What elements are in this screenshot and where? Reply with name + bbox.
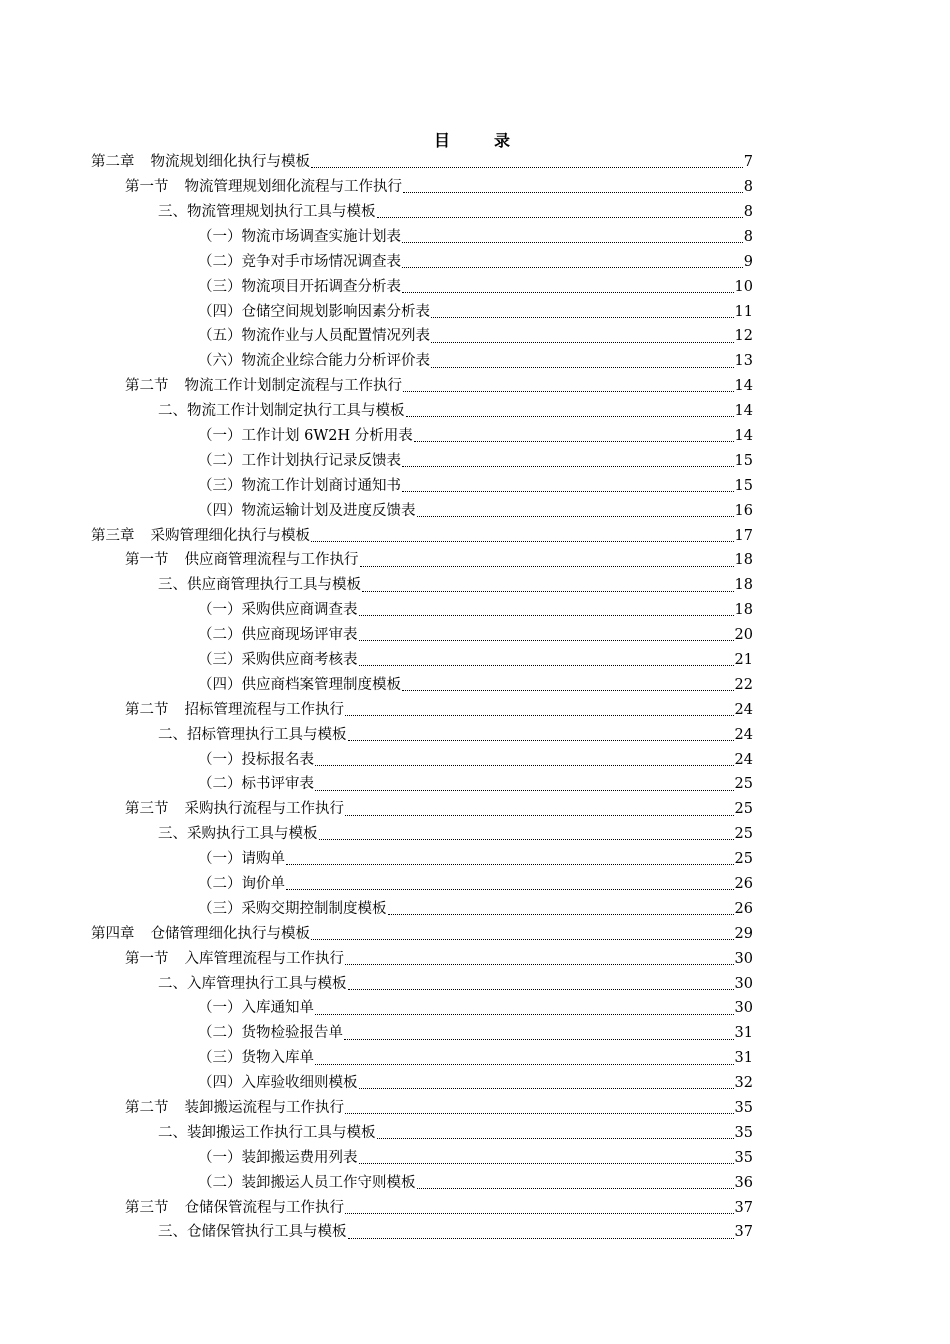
toc-page-number: 37: [734, 1199, 753, 1216]
toc-dot-leader: [359, 1162, 734, 1164]
toc-entry-label: [198, 1026, 343, 1041]
toc-page-number: 11: [734, 303, 753, 320]
toc-entry-label: [158, 205, 376, 220]
toc-entry-text: （六）物流企业综合能力分析评价表: [198, 353, 430, 370]
toc-dot-leader: [345, 714, 734, 716]
toc-entry[interactable]: [125, 1195, 753, 1220]
toc-entry[interactable]: [158, 200, 753, 225]
toc-entry-label: [198, 230, 401, 245]
toc-entry-label: [158, 977, 347, 992]
toc-page-number: 37: [734, 1224, 753, 1241]
toc-entry-text: （二）标书评审表: [198, 776, 314, 793]
toc-entry-text: 供应商管理流程与工作执行: [184, 552, 359, 569]
toc-page-number: 24: [734, 751, 753, 768]
toc-entry-text: 物流管理规划细化流程与工作执行: [184, 179, 402, 196]
toc-entry-label: [198, 1151, 358, 1166]
toc-dot-leader: [417, 1187, 734, 1189]
toc-entry-text: （三）物流项目开拓调查分析表: [198, 278, 401, 295]
toc-dot-leader: [359, 614, 734, 616]
toc-entry-number: 第二节: [125, 701, 169, 718]
toc-page-number: 35: [734, 1149, 753, 1166]
toc-entry-label: [198, 753, 314, 768]
toc-entry-label: [198, 305, 430, 320]
toc-entry[interactable]: [198, 648, 753, 673]
toc-entry[interactable]: [158, 722, 753, 747]
toc-entry-number: 第三节: [125, 801, 169, 818]
toc-page-number: 16: [734, 502, 753, 519]
toc-entry-text: 采购管理细化执行与模板: [150, 527, 310, 544]
toc-entry[interactable]: [198, 299, 753, 324]
toc-page-number: 24: [734, 726, 753, 743]
toc-dot-leader: [315, 1013, 734, 1015]
toc-dot-leader: [403, 390, 734, 392]
toc-entry[interactable]: [198, 772, 753, 797]
toc-entry-label: [125, 379, 402, 394]
toc-page-number: 18: [734, 577, 753, 594]
toc-entry-label: [198, 678, 401, 693]
toc-entry-label: [198, 628, 358, 643]
toc-dot-leader: [311, 166, 743, 168]
toc-dot-leader: [403, 191, 743, 193]
toc-entry[interactable]: [198, 1171, 753, 1196]
toc-entry-label: [198, 429, 413, 444]
toc-dot-leader: [406, 415, 734, 417]
toc-page-number: 22: [734, 676, 753, 693]
toc-entry-label: [158, 1126, 376, 1141]
toc-page-number: 8: [743, 203, 753, 220]
toc-entry[interactable]: [198, 274, 753, 299]
toc-dot-leader: [345, 1112, 734, 1114]
toc-entry-number: 第一节: [125, 950, 169, 967]
toc-entry-label: [198, 280, 401, 295]
toc-dot-leader: [402, 291, 734, 293]
toc-entry-label: [198, 1076, 358, 1091]
toc-entry[interactable]: [125, 947, 753, 972]
toc-entry-text: （一）采购供应商调查表: [198, 602, 358, 619]
toc-page-number: 26: [734, 900, 753, 917]
toc-page-number: 30: [734, 975, 753, 992]
toc-entry[interactable]: [125, 797, 753, 822]
toc-entry-number: 第三节: [125, 1199, 169, 1216]
toc-entry-text: 物流工作计划制定流程与工作执行: [184, 378, 402, 395]
toc-page-number: 15: [734, 477, 753, 494]
toc-page-number: 29: [734, 925, 753, 942]
toc-entry-label: [158, 1225, 347, 1240]
toc-entry[interactable]: [198, 897, 753, 922]
toc-entry-number: 第一节: [125, 179, 169, 196]
toc-entry[interactable]: [198, 673, 753, 698]
toc-entry-label: [125, 180, 402, 195]
toc-entry[interactable]: [198, 349, 753, 374]
toc-entry-text: 二、招标管理执行工具与模板: [158, 726, 347, 743]
toc-dot-leader: [319, 838, 734, 840]
toc-dot-leader: [362, 590, 734, 592]
toc-page-number: 36: [734, 1174, 753, 1191]
toc-entry-text: （二）装卸搬运人员工作守则模板: [198, 1174, 416, 1191]
toc-entry-label: [158, 728, 347, 743]
toc-page-number: 10: [734, 278, 753, 295]
toc-entry-number: 第四章: [91, 925, 135, 942]
toc-dot-leader: [402, 465, 734, 467]
toc-entry-label: [198, 1001, 314, 1016]
toc-entry[interactable]: [158, 822, 753, 847]
toc-page-number: 15: [734, 452, 753, 469]
toc-entry-label: [198, 479, 401, 494]
toc-entry[interactable]: [198, 1146, 753, 1171]
toc-dot-leader: [359, 639, 734, 641]
toc-entry-label: [198, 603, 358, 618]
toc-entry[interactable]: [91, 150, 753, 175]
toc-entry[interactable]: [91, 523, 753, 548]
toc-entry[interactable]: [198, 474, 753, 499]
toc-entry-text: （三）货物入库单: [198, 1050, 314, 1067]
toc-page-number: 30: [734, 1000, 753, 1017]
toc-entry[interactable]: [125, 698, 753, 723]
toc-entry-text: （四）供应商档案管理制度模板: [198, 676, 401, 693]
toc-entry-text: 入库管理流程与工作执行: [184, 950, 344, 967]
toc-entry-text: （四）仓储空间规划影响因素分析表: [198, 303, 430, 320]
toc-entry-number: 第三章: [91, 527, 135, 544]
toc-dot-leader: [377, 1137, 734, 1139]
toc-entry-number: 第二节: [125, 378, 169, 395]
toc-entry-label: [198, 504, 416, 519]
toc-page-number: 24: [734, 701, 753, 718]
toc-entry-label: [198, 877, 285, 892]
toc-page-number: 8: [743, 179, 753, 196]
toc-entry-text: 招标管理流程与工作执行: [184, 701, 344, 718]
toc-entry-label: [158, 578, 361, 593]
toc-entry-number: 第二节: [125, 1100, 169, 1117]
toc-entry-text: 仓储管理细化执行与模板: [150, 925, 310, 942]
toc-entry-text: 二、物流工作计划制定执行工具与模板: [158, 403, 405, 420]
toc-entry-number: 第二章: [91, 154, 135, 171]
toc-entry-text: 三、供应商管理执行工具与模板: [158, 577, 361, 594]
toc-entry[interactable]: [198, 598, 753, 623]
toc-entry-label: [125, 952, 344, 967]
toc-dot-leader: [431, 366, 734, 368]
toc-entry[interactable]: [198, 623, 753, 648]
toc-entry[interactable]: [198, 1046, 753, 1071]
toc-entry-label: [158, 827, 318, 842]
toc-page-number: 13: [734, 353, 753, 370]
toc-entry-text: （二）货物检验报告单: [198, 1025, 343, 1042]
toc-dot-leader: [402, 689, 734, 691]
toc-entry-text: 装卸搬运流程与工作执行: [184, 1100, 344, 1117]
toc-entry-text: 二、入库管理执行工具与模板: [158, 975, 347, 992]
toc-entry[interactable]: [198, 250, 753, 275]
toc-entry-text: （三）物流工作计划商讨通知书: [198, 477, 401, 494]
toc-dot-leader: [402, 241, 743, 243]
toc-dot-leader: [344, 1038, 734, 1040]
toc-page-number: 32: [734, 1075, 753, 1092]
toc-entry-text: （二）竞争对手市场情况调查表: [198, 253, 401, 270]
toc-entry-label: [91, 155, 310, 170]
toc-dot-leader: [414, 440, 734, 442]
toc-entry-label: [198, 1176, 416, 1191]
toc-dot-leader: [388, 913, 734, 915]
toc-entry[interactable]: [198, 225, 753, 250]
toc-entry[interactable]: [198, 872, 753, 897]
toc-page-number: 18: [734, 602, 753, 619]
toc-page-number: 21: [734, 652, 753, 668]
toc-entry-text: 二、装卸搬运工作执行工具与模板: [158, 1124, 376, 1141]
toc-entry[interactable]: [158, 1220, 753, 1245]
toc-dot-leader: [286, 888, 734, 890]
toc-entry-label: [198, 329, 430, 344]
toc-dot-leader: [417, 515, 734, 517]
toc-entry-text: （二）询价单: [198, 876, 285, 893]
toc-dot-leader: [360, 565, 734, 567]
toc-dot-leader: [315, 1063, 734, 1065]
toc-entry-label: [125, 1201, 344, 1216]
toc-dot-leader: [348, 988, 734, 990]
toc-page-number: 14: [734, 403, 753, 420]
toc-page-number: 25: [734, 776, 753, 793]
toc-page-number: 18: [734, 552, 753, 569]
toc-entry-label: [91, 529, 310, 544]
toc-page-number: 12: [734, 328, 753, 345]
toc-page-number: 7: [743, 154, 753, 171]
toc-dot-leader: [315, 789, 734, 791]
toc-entry-text: （三）采购交期控制制度模板: [198, 900, 387, 917]
toc-entry-label: [125, 553, 359, 568]
toc-title: 目 录: [433, 131, 524, 150]
toc-entry-label: [125, 1101, 344, 1116]
toc-entry[interactable]: [158, 399, 753, 424]
toc-entry[interactable]: [198, 996, 753, 1021]
toc-page-number: 25: [734, 801, 753, 818]
toc-entry-text: 仓储保管流程与工作执行: [184, 1199, 344, 1216]
toc-entry-label: [198, 1051, 314, 1066]
toc-entry-label: [198, 255, 401, 270]
toc-entry-text: （三）采购供应商考核表: [198, 652, 358, 668]
toc-entry-label: [198, 454, 401, 469]
toc-page-number: 30: [734, 950, 753, 967]
toc-entry-label: [198, 354, 430, 369]
toc-entry-text: （二）工作计划执行记录反馈表: [198, 452, 401, 469]
toc-entry-label: [125, 703, 344, 718]
toc-page-number: 35: [734, 1124, 753, 1141]
toc-dot-leader: [359, 1087, 734, 1089]
toc-entry-text: （四）入库验收细则模板: [198, 1075, 358, 1092]
table-of-contents: [0, 150, 950, 1245]
toc-entry-text: （一）投标报名表: [198, 751, 314, 768]
toc-entry-label: [91, 927, 310, 942]
toc-page-number: 14: [734, 378, 753, 395]
toc-dot-leader: [348, 739, 734, 741]
toc-entry[interactable]: [125, 175, 753, 200]
toc-entry-text: （一）装卸搬运费用列表: [198, 1149, 358, 1166]
toc-entry[interactable]: [198, 1071, 753, 1096]
toc-dot-leader: [311, 540, 734, 542]
toc-dot-leader: [345, 963, 734, 965]
toc-page-number: 20: [734, 627, 753, 644]
toc-page-number: 31: [734, 1025, 753, 1042]
toc-page-number: 17: [734, 527, 753, 544]
toc-entry[interactable]: [198, 847, 753, 872]
toc-entry-label: [198, 653, 358, 668]
toc-entry-text: 三、仓储保管执行工具与模板: [158, 1224, 347, 1241]
toc-entry-text: （二）供应商现场评审表: [198, 627, 358, 644]
toc-dot-leader: [311, 938, 734, 940]
toc-page-number: 25: [734, 826, 753, 843]
toc-dot-leader: [431, 316, 734, 318]
toc-entry-text: （一）请购单: [198, 851, 285, 868]
toc-entry-label: [158, 404, 405, 419]
toc-entry[interactable]: [198, 324, 753, 349]
toc-entry-text: （一）工作计划 6W2H 分析用表: [198, 427, 413, 444]
toc-entry-number: 第一节: [125, 552, 169, 569]
toc-entry[interactable]: [125, 374, 753, 399]
toc-entry[interactable]: [158, 971, 753, 996]
toc-entry[interactable]: [198, 424, 753, 449]
toc-dot-leader: [377, 216, 743, 218]
toc-page-number: 35: [734, 1100, 753, 1117]
toc-entry-text: 三、采购执行工具与模板: [158, 826, 318, 843]
toc-entry-label: [198, 902, 387, 917]
toc-page-number: 9: [743, 253, 753, 270]
toc-entry-text: 采购执行流程与工作执行: [184, 801, 344, 818]
toc-entry[interactable]: [198, 449, 753, 474]
toc-entry[interactable]: [198, 747, 753, 772]
toc-entry-text: 三、物流管理规划执行工具与模板: [158, 203, 376, 220]
toc-entry-text: （一）物流市场调查实施计划表: [198, 228, 401, 245]
toc-entry-label: [125, 802, 344, 817]
toc-page-number: 14: [734, 427, 753, 444]
toc-dot-leader: [286, 863, 734, 865]
toc-entry[interactable]: [198, 498, 753, 523]
toc-dot-leader: [315, 764, 734, 766]
toc-entry[interactable]: [158, 573, 753, 598]
toc-dot-leader: [402, 266, 743, 268]
toc-entry[interactable]: [158, 1121, 753, 1146]
toc-page-number: 31: [734, 1050, 753, 1067]
toc-entry[interactable]: [198, 1021, 753, 1046]
toc-page-number: 25: [734, 851, 753, 868]
toc-dot-leader: [402, 490, 734, 492]
toc-dot-leader: [359, 664, 734, 666]
toc-entry-text: （四）物流运输计划及进度反馈表: [198, 502, 416, 519]
toc-dot-leader: [345, 1212, 734, 1214]
toc-entry-text: （五）物流作业与人员配置情况列表: [198, 328, 430, 345]
toc-entry-text: 物流规划细化执行与模板: [150, 154, 310, 171]
toc-entry[interactable]: [125, 548, 753, 573]
toc-entry-text: （一）入库通知单: [198, 1000, 314, 1017]
toc-entry[interactable]: [91, 922, 753, 947]
toc-page-number: 26: [734, 876, 753, 893]
toc-dot-leader: [348, 1237, 734, 1239]
toc-dot-leader: [431, 341, 734, 343]
toc-page-number: 8: [743, 228, 753, 245]
toc-dot-leader: [345, 814, 734, 816]
toc-entry-label: [198, 777, 314, 792]
toc-entry-label: [198, 852, 285, 867]
toc-entry[interactable]: [125, 1096, 753, 1121]
